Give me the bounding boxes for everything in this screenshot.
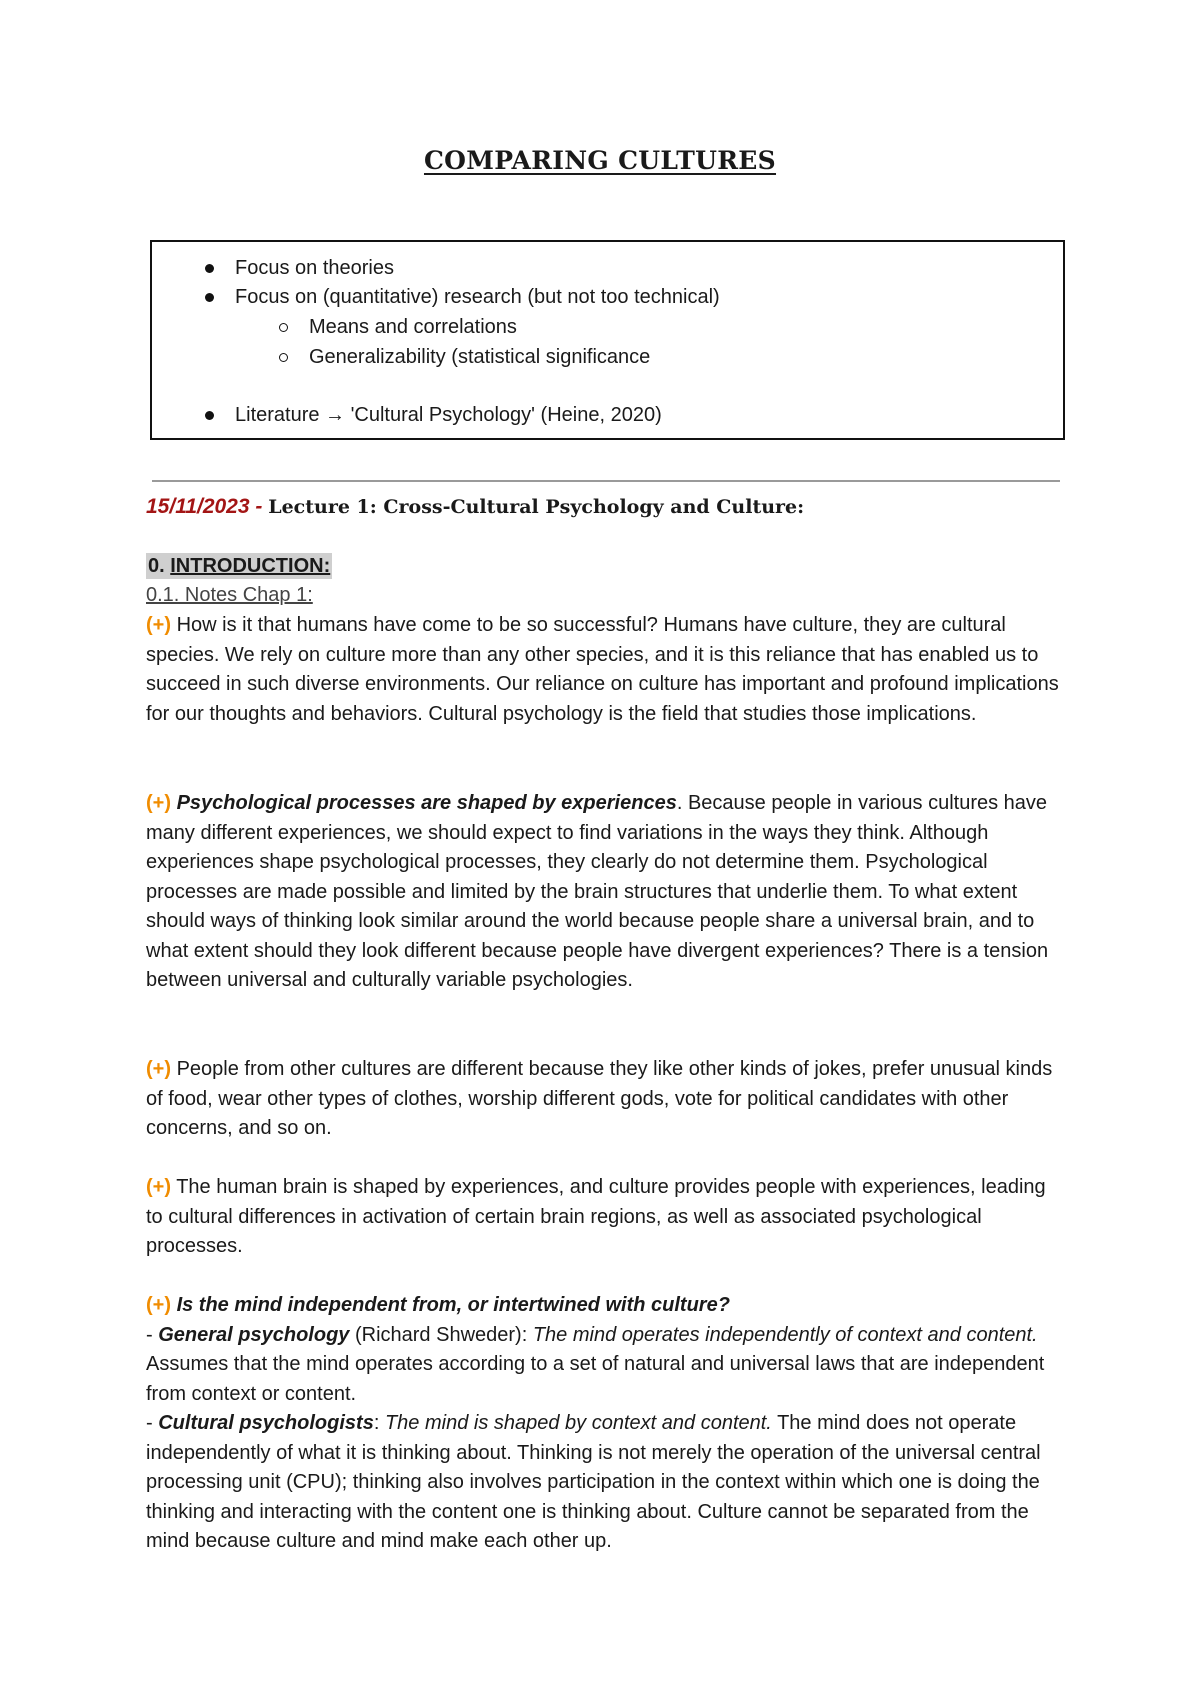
paragraph-4: (+) The human brain is shaped by experiences, and culture provides people with experiences, leading to cultural differences in activation of certain brain regions, as well as associated psychological processes.: [146, 1176, 1046, 1257]
bullet-dot-icon: [205, 293, 214, 302]
plus-marker: (+): [146, 1176, 171, 1198]
bullet-dot-icon: [205, 411, 214, 420]
cultural-psychologists-item: - Cultural psychologists: The mind is shaped by context and content. The mind does not operate independently of what it is thinking about. Thinking is not merely the operation of the universal central processing unit (CPU); thinking also involves participation in the context within which one is doing the thinking and interacting with the content one is thinking about. Culture cannot be separated from the mind because culture and mind make each other up.: [146, 1412, 1041, 1552]
box-subitem-generalizability: Generalizability (statistical significance: [309, 345, 650, 369]
bullet-dot-icon: [205, 264, 214, 273]
box-item-research: Focus on (quantitative) research (but not too technical): [235, 285, 720, 309]
lecture-heading: [146, 493, 804, 521]
lecture-date: 15/11/2023 -: [146, 495, 263, 518]
question-line: (+) Is the mind independent from, or intertwined with culture?: [146, 1294, 730, 1316]
plus-marker: (+): [146, 614, 171, 636]
box-subitem-means: Means and correlations: [309, 315, 517, 339]
paragraph-2: (+) Psychological processes are shaped by experiences. Because people in various cultures have many different experiences, we should expect to find variations in the ways they think. Although experiences shape psychological processes, they clearly do not determine them. Psychological processes are made possible and limited by the brain structures that underlie them. To what extent should ways of thinking look similar around the world because people share a universal brain, and to what extent should they look different because people have divergent experiences? There is a tension between universal and culturally variable psychologies.: [146, 792, 1049, 991]
subsection-heading: 0.1. Notes Chap 1:: [146, 584, 313, 606]
bullet-ring-icon: [279, 353, 288, 362]
paragraph-1: (+) How is it that humans have come to be so successful? Humans have culture, they are cultural species. We rely on culture more than any other species, and it is this reliance that has enabled us to succeed in such diverse environments. Our reliance on culture has important and profound implications for our thoughts and behaviors. Cultural psychology is the field that studies those implications.: [146, 614, 1059, 725]
summary-box: [150, 240, 1065, 440]
plus-marker: (+): [146, 792, 171, 814]
plus-marker: (+): [146, 1058, 171, 1080]
box-item-theories: Focus on theories: [235, 256, 394, 280]
document-title: COMPARING CULTURES: [423, 146, 777, 175]
paragraph-3: (+) People from other cultures are different because they like other kinds of jokes, prefer unusual kinds of food, wear other types of clothes, worship different gods, vote for political candidates with other concerns, and so on.: [146, 1058, 1053, 1139]
plus-marker: (+): [146, 1294, 171, 1316]
general-psychology-item: - General psychology (Richard Shweder): The mind operates independently of context and content. Assumes that the mind operates according to a set of natural and universal laws that are independent from context or content.: [146, 1323, 1045, 1405]
section-heading: 0. INTRODUCTION:: [148, 555, 331, 577]
paragraph-5: [146, 1291, 1066, 1557]
lecture-title: Lecture 1: Cross-Cultural Psychology and Culture:: [268, 496, 805, 518]
box-item-literature: Literature → 'Cultural Psychology' (Heine, 2020): [235, 403, 662, 427]
horizontal-divider: [152, 480, 1060, 482]
bullet-ring-icon: [279, 323, 288, 332]
